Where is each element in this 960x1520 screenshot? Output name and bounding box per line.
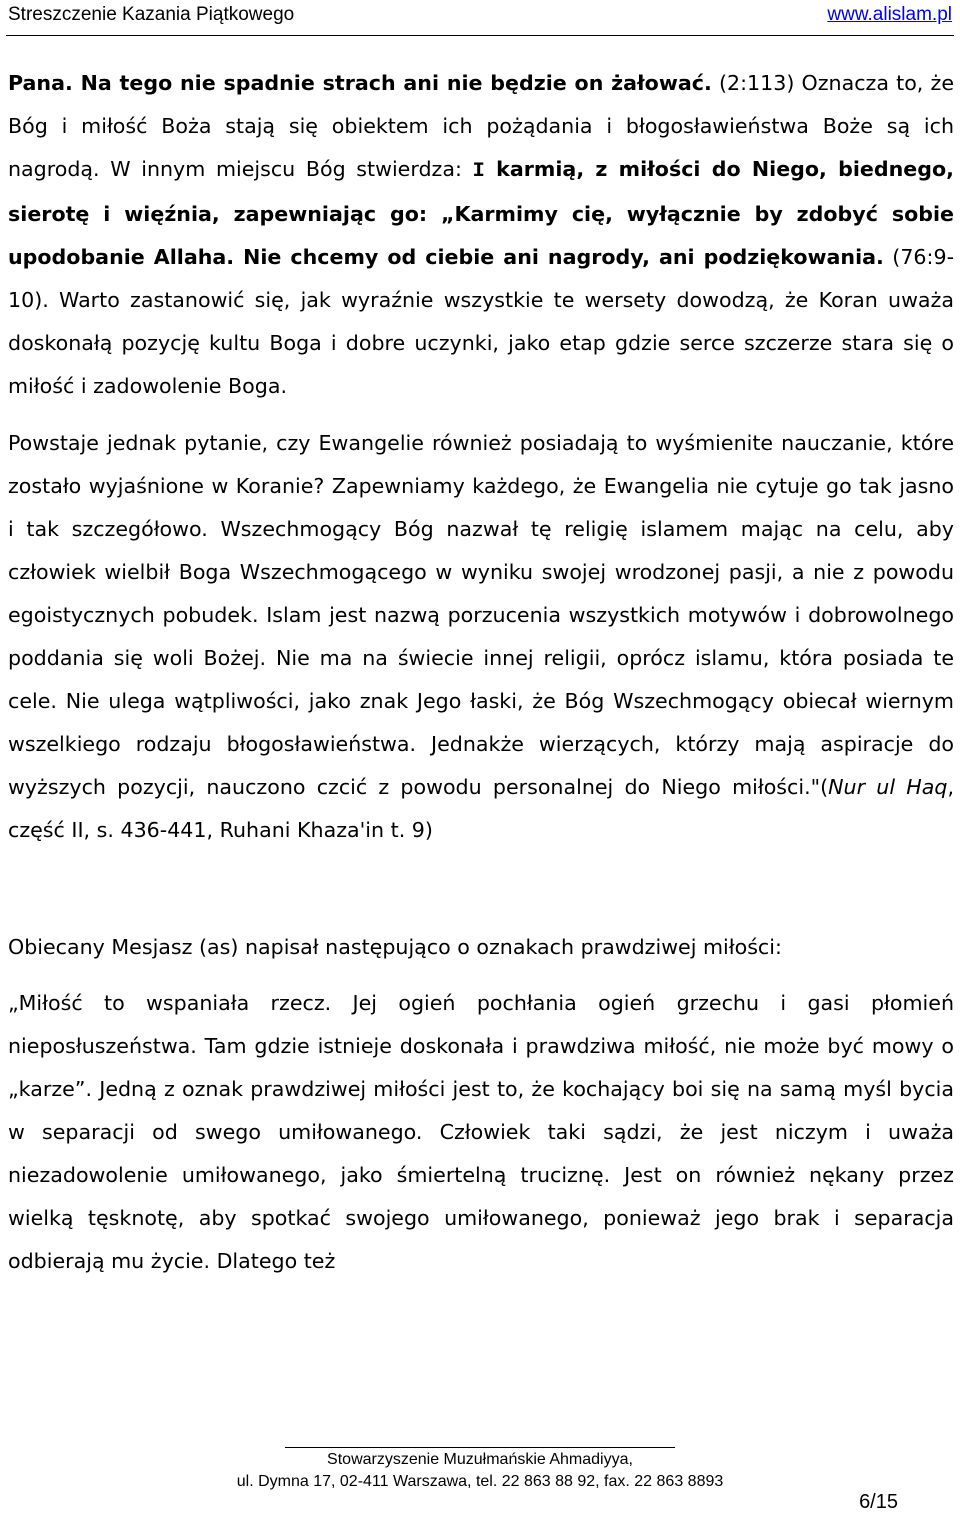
citation-text: , część II, s. 436-441, Ruhani Khaza'in t. 9) [8, 775, 955, 842]
paragraph-text: (2:113) Oznacza to, że Bóg i miłość Boża stają się obiektem ich pożądania i błogosławieństwa Boże są ich nagrodą. W innym miejscu Bóg stwierdza: [8, 71, 954, 181]
paragraph-1 [8, 62, 954, 408]
quran-quote-bold: karmią, z miłości do Niego, biednego, sierotę i więźnia, zapewniając go: „Karmimy cię, wyłącznie by zdobyć sobie upodobanie Allaha. Nie chcemy od ciebie ani nagrody, ani podziękowania. [8, 157, 954, 269]
paragraph-text: (76:9-10). Warto zastanowić się, jak wyraźnie wszystkie te wersety dowodzą, że Koran uważa doskonałą pozycję kultu Boga i dobre uczynki, jako etap gdzie serce szczerze stara się o miłość i zadowolenie Boga. [8, 245, 954, 398]
paragraph-4: „Miłość to wspaniała rzecz. Jej ogień pochłania ogień grzechu i gasi płomień nieposłuszeństwa. Tam gdzie istnieje doskonała i prawdziwa miłość, nie może być mowy o „karze”. Jedną z oznak prawdziwej miłości jest to, że kochający boi się na samą myśl bycia w separacji od swego umiłowanego. Człowiek taki sądzi, że jest niczym i uważa niezadowolenie umiłowanego, jako śmiertelną truciznę. Jest on również nękany przez wielką tęsknotę, aby spotkać swojego umiłowanego, ponieważ jego brak i separacja odbierają mu życie. Dlatego też [8, 991, 954, 1273]
paragraph-2 [8, 422, 954, 852]
website-link[interactable]: www.alislam.pl [827, 4, 952, 25]
footer-address: ul. Dymna 17, 02-411 Warszawa, tel. 22 863 88 92, fax. 22 863 8893 [236, 1473, 724, 1490]
document-body [8, 62, 954, 1283]
footer-organization: Stowarzyszenie Muzułmańskie Ahmadiyya, [327, 1451, 633, 1468]
footer-divider [285, 1447, 675, 1448]
paragraph-text: Powstaje jednak pytanie, czy Ewangelie również posiadają to wyśmienite nauczanie, które zostało wyjaśnione w Koranie? Zapewniamy każdego, że Ewangelia nie cytuje go tak jasno i tak szczegółowo. Wszechmogący Bóg nazwał tę religię islamem mając na celu, aby człowiek wielbił Boga Wszechmogącego w wyniku swojej wrodzonej pasji, a nie z powodu egoistycznych pobudek. Islam jest nazwą porzucenia wszystkich motywów i dobrowolnego poddania się woli Bożej. Nie ma na świecie innej religii, oprócz islamu, która posiada te cele. Nie ulega wątpliwości, jako znak Jego łaski, że Bóg Wszechmogący obiecał wiernym wszelkiego rodzaju błogosławieństwa. Jednakże wierzących, którzy mają aspiracje do wyższych pozycji, nauczono czcić z powodu personalnej do Niego miłości."( [8, 431, 954, 799]
paragraph-3: Obiecany Mesjasz (as) napisał następująco o oznakach prawdziwej miłości: [8, 935, 782, 959]
header-divider [6, 35, 954, 36]
book-title: Nur ul Haq [828, 775, 948, 799]
document-title: Streszczenie Kazania Piątkowego [8, 4, 295, 25]
page-footer [0, 1449, 960, 1493]
page-header [8, 2, 952, 32]
quran-quote-letter: I [472, 160, 485, 183]
quran-quote-bold: Pana. Na tego nie spadnie strach ani nie będzie on żałować. [8, 71, 712, 95]
page-number: 6/15 [859, 1491, 898, 1513]
